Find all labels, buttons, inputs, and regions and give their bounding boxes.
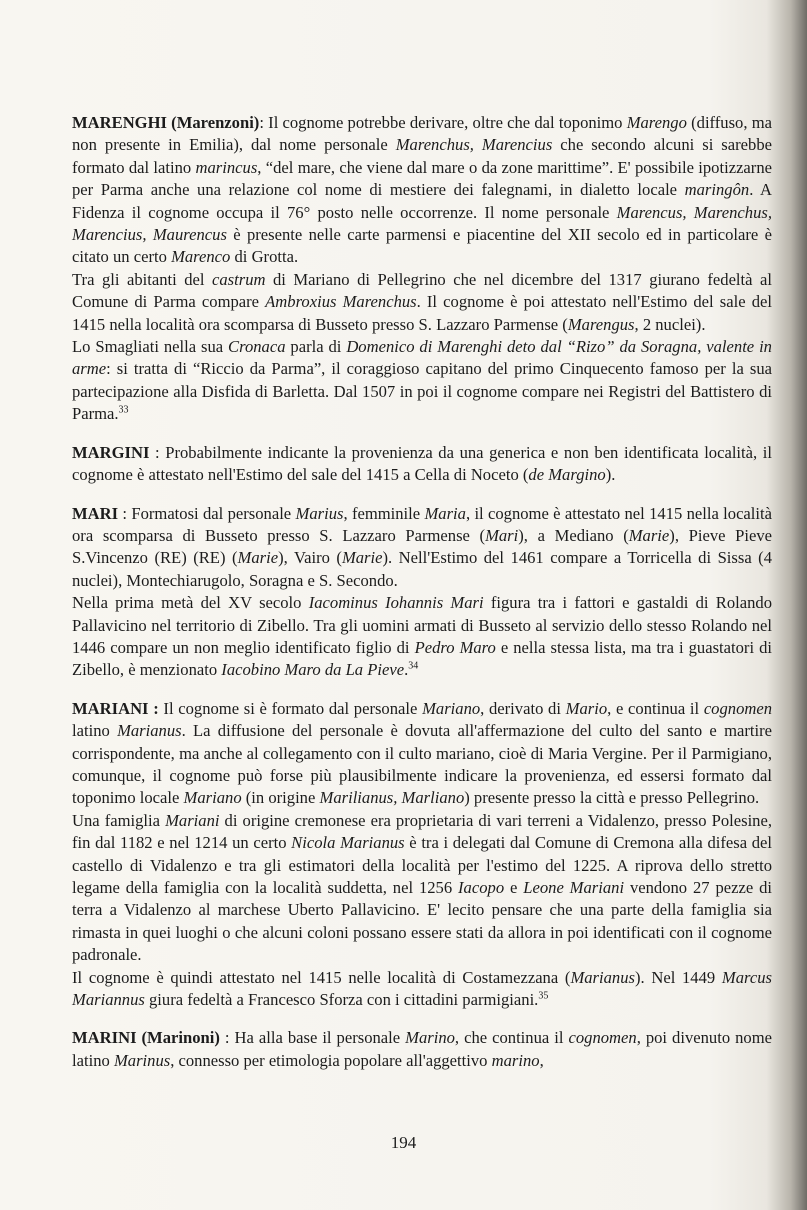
italic-term: Marianus (570, 967, 635, 987)
italic-term: de Margino (528, 465, 606, 485)
italic-term: Nicola Marianus (291, 833, 405, 853)
page-number: 194 (390, 1133, 417, 1152)
surname-heading: MARI (72, 503, 119, 523)
text-run: giura fedeltà a Francesco Sforza con i cittadini parmigiani. (144, 990, 539, 1010)
italic-term: Marencus, Marenchus, Marencius, Maurencus (72, 202, 772, 245)
text-run: , femminile (343, 503, 425, 523)
italic-term: marino (491, 1050, 540, 1070)
text-run: . La diffusione del personale è dovuta all'affermazione del culto del santo e martire corrispondente, ma anche al collegamento con il culto mariano, cioè di Maria Vergine. Per il Parmigiano, comunque, il cognome può forse più plausibilmente indicare la provenienza, ed essersi formato dal toponimo locale (72, 721, 772, 808)
text-run: : Il cognome potrebbe derivare, oltre che dal toponimo (259, 113, 627, 132)
entry-paragraph (72, 503, 772, 593)
text-run: Il cognome si è formato dal personale (158, 698, 423, 718)
text-run: (diffuso, ma non presente in Emilia), dal nome personale (72, 113, 772, 155)
italic-term: Marino (405, 1028, 455, 1048)
italic-term: Mariano (183, 788, 242, 808)
surname-heading: MARINI (Marinoni) (72, 1028, 220, 1048)
surname-heading: MARIANI : (72, 698, 159, 718)
italic-term: Mariani (165, 810, 220, 830)
text-run: , e continua il (607, 698, 704, 718)
italic-term: Marcus Mariannus (72, 967, 772, 1010)
italic-term: Marie (237, 548, 279, 568)
italic-term: Pedro Maro (414, 637, 496, 657)
italic-term: Marengus (567, 314, 635, 334)
footnote-ref: 35 (538, 990, 549, 1002)
text-run: Nella prima metà del XV secolo (72, 593, 309, 613)
text-run: vendono 27 pezze di terra a Vidalenzo al marchese Uberto Pallavicino. E' lecito pensare che una parte della famiglia sia rimasta in quei luoghi o che alcuni coloni possano essere stati da allora in poi identificati con il cognome padronale. (72, 878, 772, 965)
italic-term: Mari (485, 525, 519, 545)
text-run: e nella stessa lista, ma tra i guastatori di Zibello, è menzionato (72, 637, 772, 680)
text-run: : Probabilmente indicante la provenienza da una generica e non ben identificata località, il cognome è attestato nell'Estimo del sale del 1415 a Cella di Noceto ( (72, 442, 772, 485)
text-run: figura tra i fattori e gastaldi di Rolando Pallavicino nel territorio di Zibello. Tra gli uomini armati di Busseto al servizio dello stesso Rolando nel 1446 compare un non meglio identificato figlio di (72, 593, 773, 657)
entry-mari (72, 503, 772, 682)
italic-term: Marinus (113, 1050, 171, 1070)
footnote-ref: 33 (118, 404, 129, 416)
text-run: è tra i delegati dal Comune di Cremona alla difesa del castello di Vidalenzo e tra gli estimatori della località per l'estimo del 1225. A riprova dello stretto legame della famiglia con la località suddetta, nel 1256 (72, 833, 772, 897)
text-run: ), Vairo ( (278, 548, 342, 568)
italic-term: Iacobino Maro da La Pieve (221, 660, 405, 680)
entry-paragraph (72, 112, 772, 269)
text-run: di origine cremonese era proprietaria di vari terreni a Vidalenzo, presso Polesine, fin dal 1182 e nel 1214 un certo (72, 810, 772, 853)
text-run: ), a Mediano ( (518, 525, 629, 545)
text-run: , connesso per etimologia popolare all'aggettivo (170, 1050, 492, 1070)
text-run: , il cognome è attestato nel 1415 nella località ora scomparsa di Busseto presso S. Lazzaro Parmense ( (72, 503, 772, 545)
italic-term: marincus (195, 157, 258, 177)
entry-paragraph (72, 698, 772, 810)
italic-term: cognomen (703, 698, 773, 718)
text-run: . Il cognome è poi attestato nell'Estimo del sale del 1415 nella località ora scomparsa di Busseto presso S. Lazzaro Parmense ( (72, 292, 772, 334)
italic-term: Cronaca (228, 337, 286, 357)
text-run: . (404, 660, 409, 680)
text-run: parla di (285, 337, 347, 357)
text-run: ). Nel 1449 (634, 967, 722, 987)
italic-term: Iacominus Iohannis Mari (308, 593, 484, 613)
text-run: di Grotta. (230, 247, 299, 267)
italic-term: Marenco (171, 247, 231, 267)
text-run: ) presente presso la città e presso Pellegrino. (464, 788, 760, 808)
text-run: (in origine (241, 788, 320, 808)
entry-paragraph (72, 967, 772, 1012)
surname-entries (72, 112, 772, 1088)
text-run: Il cognome è quindi attestato nel 1415 nelle località di Costamezzana ( (72, 967, 571, 987)
italic-term: Ambroxius Marenchus (265, 292, 417, 312)
italic-term: Marie (628, 525, 670, 545)
italic-term: Iacopo (458, 878, 505, 897)
text-run: , (539, 1050, 544, 1070)
entry-paragraph (72, 810, 772, 967)
entry-marini (72, 1027, 772, 1072)
italic-term: Mario (565, 698, 608, 718)
entry-paragraph (72, 442, 772, 487)
italic-term: Marengo (626, 113, 687, 132)
text-run: : Formatosi dal personale (118, 503, 296, 523)
surname-heading: MARGINI (72, 442, 150, 462)
text-run: , 2 nuclei). (634, 314, 706, 334)
italic-term: castrum (212, 269, 266, 289)
text-run: , che continua il (454, 1028, 569, 1048)
italic-term: cognomen (568, 1028, 637, 1048)
text-run: e (504, 878, 524, 897)
text-run: , derivato di (480, 698, 566, 718)
text-run: ). (605, 465, 616, 485)
entry-margini (72, 442, 772, 487)
text-run: , poi divenuto nome latino (72, 1028, 772, 1070)
text-run: . A Fidenza il cognome occupa il 76° posto nelle occorrenze. Il nome personale (72, 180, 772, 222)
text-run: : Ha alla base il personale (219, 1028, 406, 1048)
text-run: latino (72, 721, 118, 741)
italic-term: Marenchus, Marencius (395, 135, 553, 155)
footnote-ref: 34 (408, 660, 419, 672)
italic-term: maringôn (684, 180, 750, 200)
text-run: che secondo alcuni si sarebbe formato dal latino (72, 135, 772, 177)
text-run: Tra gli abitanti del (72, 269, 212, 289)
text-run: : si tratta di “Riccio da Parma”, il coraggioso capitano del primo Cinquecento famoso per la sua partecipazione alla Disfida di Barletta. Dal 1507 in poi il cognome compare nei Registri del Battistero di Parma. (72, 359, 772, 424)
entry-mariani (72, 698, 772, 1012)
text-run: è presente nelle carte parmensi e piacentine del XII secolo ed in particolare è citato un certo (72, 225, 772, 267)
entry-paragraph (72, 1027, 772, 1072)
italic-term: Maria (424, 503, 466, 523)
italic-term: Marius (295, 503, 344, 523)
italic-term: Marilianus, Marliano (319, 788, 465, 808)
entry-paragraph (72, 336, 772, 426)
text-run: Lo Smagliati nella sua (72, 337, 229, 357)
text-run: di Mariano di Pellegrino che nel dicembre del 1317 giurano fedeltà al Comune di Parma compare (72, 269, 772, 312)
text-run: ). Nell'Estimo del 1461 compare a Torricella di Sissa (4 nuclei), Montechiarugolo, Soragna e S. Secondo. (72, 548, 773, 590)
surname-heading: MARENGHI (Marenzoni) (72, 113, 260, 132)
text-run: ), Pieve Pieve S.Vincenzo (RE) (RE) ( (72, 525, 772, 568)
text-run: , “del mare, che viene dal mare o da zone marittime”. E' possibile ipotizzarne per Parma anche una relazione col nome di mestiere dei falegnami, in dialetto locale (72, 157, 772, 200)
italic-term: Marianus (117, 721, 182, 741)
italic-term: Leone Mariani (523, 878, 625, 897)
italic-term: Mariano (422, 698, 481, 718)
italic-term: Marie (341, 548, 383, 568)
text-run: Una famiglia (72, 810, 166, 830)
entry-marenghi (72, 112, 772, 426)
entry-paragraph (72, 269, 772, 336)
italic-term: Domenico di Marenghi deto dal “Rizo” da Soragna, valente in arme (72, 337, 772, 379)
entry-paragraph (72, 592, 772, 682)
